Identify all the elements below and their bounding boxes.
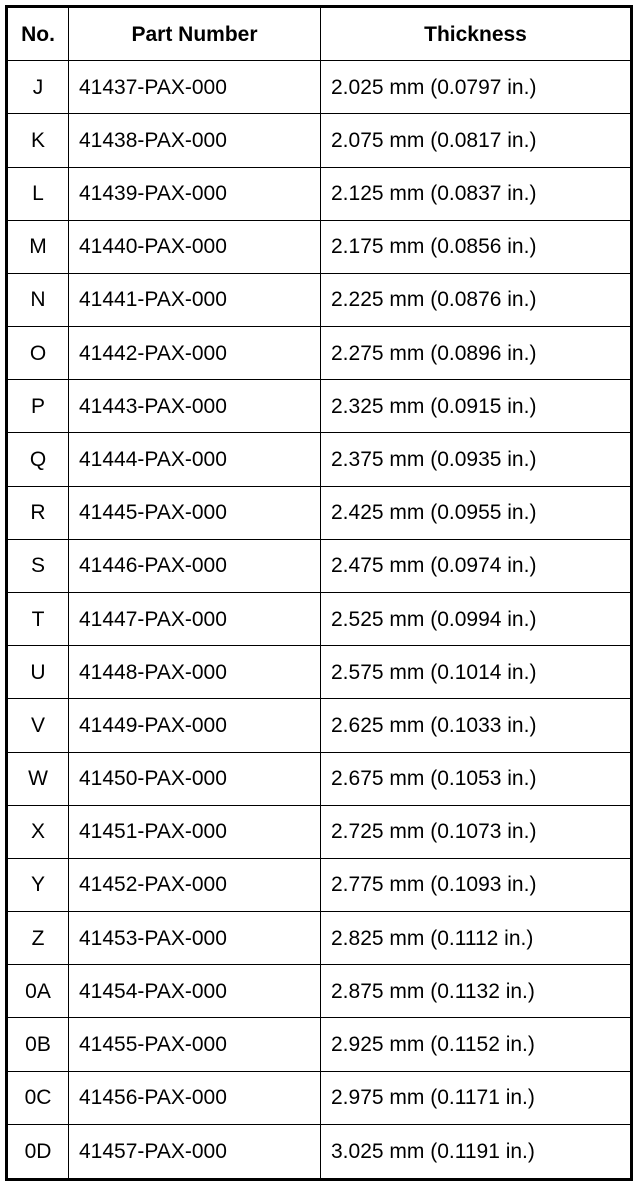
table-row [8,1072,630,1125]
cell-thickness: 2.825 mm (0.1112 in.) [331,926,534,950]
cell-thickness: 2.725 mm (0.1073 in.) [331,820,537,844]
cell-part-number: 41445-PAX-000 [69,487,321,539]
table-row [8,1125,630,1178]
cell-thickness: 2.575 mm (0.1014 in.) [331,660,537,684]
cell-no: U [8,646,69,698]
cell-part-number: 41455-PAX-000 [69,1018,321,1070]
cell-no: 0A [8,965,69,1017]
cell-part-number: 41443-PAX-000 [69,380,321,432]
cell-part-number: 41456-PAX-000 [69,1072,321,1124]
cell-no: V [8,699,69,751]
cell-no: W [8,753,69,805]
header-part-number: Part Number [69,8,321,60]
cell-thickness: 2.675 mm (0.1053 in.) [331,767,537,791]
cell-thickness: 3.025 mm (0.1191 in.) [331,1139,535,1163]
cell-part-number: 41437-PAX-000 [69,61,321,113]
cell-no: 0D [8,1125,69,1178]
table-row [8,274,630,327]
cell-no: 0C [8,1072,69,1124]
table-row [8,114,630,167]
table-row [8,912,630,965]
cell-no: S [8,540,69,592]
table-row [8,593,630,646]
cell-part-number: 41440-PAX-000 [69,221,321,273]
table-row [8,487,630,540]
cell-thickness: 2.225 mm (0.0876 in.) [331,288,537,312]
cell-thickness: 2.875 mm (0.1132 in.) [331,979,535,1003]
header-no: No. [8,8,69,60]
cell-part-number: 41454-PAX-000 [69,965,321,1017]
table-header-row [8,8,630,61]
cell-part-number: 41449-PAX-000 [69,699,321,751]
cell-no: R [8,487,69,539]
cell-part-number: 41447-PAX-000 [69,593,321,645]
cell-thickness: 2.025 mm (0.0797 in.) [331,75,537,99]
cell-thickness: 2.425 mm (0.0955 in.) [331,501,537,525]
cell-thickness: 2.125 mm (0.0837 in.) [331,182,537,206]
table-row [8,327,630,380]
cell-no: P [8,380,69,432]
cell-no: K [8,114,69,166]
cell-thickness: 2.275 mm (0.0896 in.) [331,341,537,365]
table-row [8,1018,630,1071]
cell-part-number: 41441-PAX-000 [69,274,321,326]
cell-no: T [8,593,69,645]
table-row [8,646,630,699]
table-row [8,699,630,752]
cell-no: 0B [8,1018,69,1070]
cell-thickness: 2.375 mm (0.0935 in.) [331,448,537,472]
cell-part-number: 41444-PAX-000 [69,433,321,485]
cell-thickness: 2.525 mm (0.0994 in.) [331,607,537,631]
cell-part-number: 41451-PAX-000 [69,806,321,858]
table-row [8,965,630,1018]
cell-thickness: 2.475 mm (0.0974 in.) [331,554,537,578]
cell-no: Y [8,859,69,911]
thickness-table [5,5,633,1181]
cell-part-number: 41438-PAX-000 [69,114,321,166]
cell-thickness: 2.775 mm (0.1093 in.) [331,873,537,897]
cell-no: O [8,327,69,379]
cell-no: N [8,274,69,326]
cell-part-number: 41450-PAX-000 [69,753,321,805]
cell-part-number: 41442-PAX-000 [69,327,321,379]
cell-thickness: 2.975 mm (0.1171 in.) [331,1086,535,1110]
table-row [8,380,630,433]
cell-no: Z [8,912,69,964]
table-row [8,61,630,114]
cell-thickness: 2.325 mm (0.0915 in.) [331,394,537,418]
cell-thickness: 2.075 mm (0.0817 in.) [331,128,537,152]
table-row [8,806,630,859]
header-thickness: Thickness [424,22,527,46]
cell-thickness: 2.175 mm (0.0856 in.) [331,235,537,259]
cell-no: X [8,806,69,858]
table-row [8,859,630,912]
cell-no: Q [8,433,69,485]
cell-no: J [8,61,69,113]
cell-no: M [8,221,69,273]
table-row [8,168,630,221]
table-row [8,221,630,274]
cell-part-number: 41446-PAX-000 [69,540,321,592]
cell-part-number: 41448-PAX-000 [69,646,321,698]
cell-part-number: 41457-PAX-000 [69,1125,321,1178]
cell-part-number: 41439-PAX-000 [69,168,321,220]
cell-no: L [8,168,69,220]
cell-thickness: 2.925 mm (0.1152 in.) [331,1033,535,1057]
cell-part-number: 41453-PAX-000 [69,912,321,964]
table-row [8,433,630,486]
cell-thickness: 2.625 mm (0.1033 in.) [331,713,537,737]
table-row [8,540,630,593]
table-row [8,753,630,806]
cell-part-number: 41452-PAX-000 [69,859,321,911]
